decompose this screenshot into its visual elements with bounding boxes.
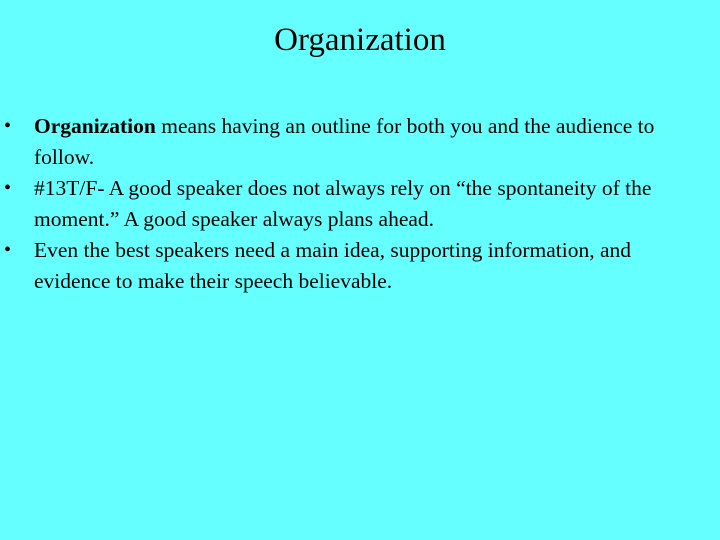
slide-title: Organization [274,22,446,58]
bullet-text: Even the best speakers need a main idea, supporting information, and evidence to make their speech believable. [34,238,632,293]
bullet-item [0,111,720,173]
bullet-item [0,173,720,235]
bullet-item [0,235,720,297]
bullet-text: #13T/F- A good speaker does not always rely on “the spontaneity of the moment.” A good speaker always plans ahead. [34,176,652,231]
bullet-icon: • [4,177,12,199]
bullet-list [0,111,720,297]
bullet-text: means having an outline for both you and the audience to follow. [34,114,655,169]
bullet-icon: • [4,115,12,137]
bullet-icon: • [4,239,12,261]
bullet-bold-lead: Organization [34,114,156,138]
